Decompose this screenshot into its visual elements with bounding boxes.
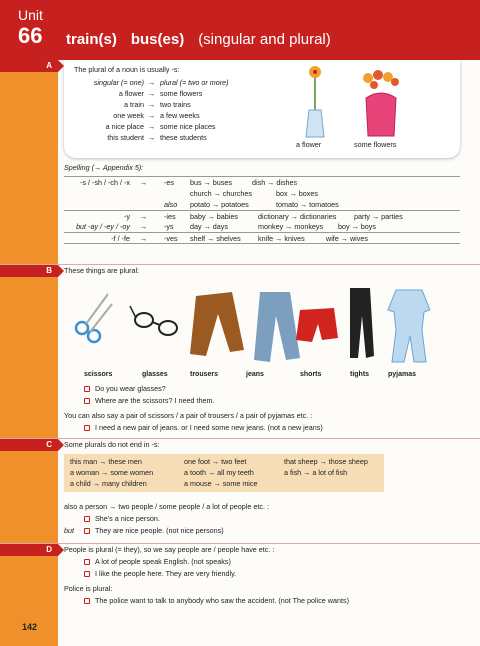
checkbox-icon bbox=[84, 386, 90, 392]
table-row: -f / -fe → -ves shelf → shelves knife → knives wife → wives bbox=[64, 232, 460, 243]
flowers-vase-icon bbox=[360, 70, 402, 140]
label-glasses: glasses bbox=[142, 371, 168, 378]
pyjamas-icon bbox=[388, 290, 430, 362]
spelling-table bbox=[64, 176, 460, 244]
tights-icon bbox=[350, 288, 374, 358]
section-b-letter: B bbox=[0, 265, 58, 277]
example-line: They are nice people. (not nice persons) bbox=[84, 526, 224, 535]
page-title bbox=[66, 30, 331, 50]
police-note: Police is plural: bbox=[64, 584, 113, 593]
table-row: -s / -sh / -ch / -x → -es bus → buses dish → dishes bbox=[80, 178, 298, 187]
example-line: She's a nice person. bbox=[84, 514, 160, 523]
section-d-letter: D bbox=[0, 544, 58, 556]
title-word-train: train(s) bbox=[66, 31, 117, 48]
irregular-plurals-box: this man → these men one foot → two feet that sheep → those sheep a woman → some women a tooth → all my teeth a fish → a lot of fish a child → many children a mouse → some mice bbox=[64, 454, 384, 492]
label-tights: tights bbox=[350, 371, 370, 378]
checkbox-icon bbox=[84, 559, 90, 565]
singular-example: one week bbox=[113, 111, 144, 120]
singular-example: a flower bbox=[118, 89, 144, 98]
plural-example: these students bbox=[160, 133, 207, 142]
header bbox=[0, 0, 480, 60]
section-a-intro: The plural of a noun is usually -s: bbox=[74, 65, 180, 74]
singular-example: a nice place bbox=[105, 122, 144, 131]
but-label: but bbox=[64, 526, 74, 535]
jeans-icon bbox=[254, 292, 300, 362]
title-word-bus: bus(es) bbox=[130, 31, 185, 48]
table-row: church → churches box → boxes bbox=[190, 189, 318, 198]
section-b-also: You can also say a pair of scissors / a pair of trousers / a pair of pyjamas etc. : bbox=[64, 411, 313, 420]
example-line: A lot of people speak English. (not speaks) bbox=[84, 557, 231, 566]
example-line: The police want to talk to anybody who saw the accident. (not The police wants) bbox=[84, 596, 349, 605]
trousers-icon bbox=[190, 292, 244, 356]
example-line: Do you wear glasses? bbox=[84, 384, 166, 393]
page-number: 142 bbox=[22, 622, 38, 632]
checkbox-icon bbox=[84, 516, 90, 522]
example-line: Where are the scissors? I need them. bbox=[84, 396, 214, 405]
checkbox-icon bbox=[84, 425, 90, 431]
rule-left: singular (= one) bbox=[93, 78, 144, 87]
table-row: but -ay / -ey / -oy → -ys day → days monkey → monkeys boy → boys bbox=[76, 222, 376, 231]
label-jeans: jeans bbox=[246, 371, 264, 378]
label-scissors: scissors bbox=[84, 371, 113, 378]
divider bbox=[0, 438, 480, 439]
checkbox-icon bbox=[84, 398, 90, 404]
divider bbox=[0, 543, 480, 544]
scissors-icon bbox=[76, 294, 112, 342]
singular-example: a train bbox=[124, 100, 144, 109]
section-d-intro: People is plural (= they), so we say people are / people have etc. : bbox=[64, 545, 275, 554]
checkbox-icon bbox=[84, 528, 90, 534]
unit-label: Unit bbox=[18, 7, 43, 23]
rule-right: plural (= two or more) bbox=[160, 78, 229, 87]
plural-example: some flowers bbox=[160, 89, 203, 98]
divider bbox=[0, 264, 480, 265]
plural-items-illustration bbox=[64, 280, 464, 366]
unit-number: 66 bbox=[18, 23, 43, 48]
checkbox-icon bbox=[84, 571, 90, 577]
section-c-also: also a person → two people / some people / a lot of people etc. : bbox=[64, 502, 269, 511]
title-rest: (singular and plural) bbox=[198, 31, 331, 48]
section-c-intro: Some plurals do not end in -s: bbox=[64, 440, 160, 449]
label-pyjamas: pyjamas bbox=[388, 371, 417, 378]
spelling-note: Spelling (→ Appendix 5): bbox=[64, 163, 144, 172]
pic1-label: a flower bbox=[296, 140, 322, 149]
example-line: I need a new pair of jeans. or I need some new jeans. (not a new jeans) bbox=[84, 423, 323, 432]
checkbox-icon bbox=[84, 598, 90, 604]
table-row: also potato → potatoes tomato → tomatoes bbox=[164, 200, 339, 209]
singular-example: this student bbox=[107, 133, 144, 142]
plural-example: two trains bbox=[160, 100, 191, 109]
glasses-icon bbox=[130, 306, 177, 335]
example-line: I like the people here. They are very friendly. bbox=[84, 569, 236, 578]
section-b-intro: These things are plural: bbox=[64, 266, 140, 275]
label-trousers: trousers bbox=[190, 371, 219, 378]
label-shorts: shorts bbox=[300, 371, 322, 378]
plural-example: some nice places bbox=[160, 122, 216, 131]
shorts-icon bbox=[296, 308, 338, 342]
flower-vase-icon bbox=[300, 62, 330, 140]
section-c-letter: C bbox=[0, 439, 58, 451]
pic2-label: some flowers bbox=[354, 140, 397, 149]
section-a-box: The plural of a noun is usually -s: singular (= one) → plural (= two or more) a flower → some flowers a train → two trains one week → a few weeks a nice place → some nice places this student → these students a flower some flowers bbox=[64, 60, 460, 158]
section-a-letter: A bbox=[0, 60, 58, 72]
table-row: -y → -ies baby → babies dictionary → dictionaries party → parties bbox=[64, 210, 460, 221]
plural-example: a few weeks bbox=[160, 111, 200, 120]
